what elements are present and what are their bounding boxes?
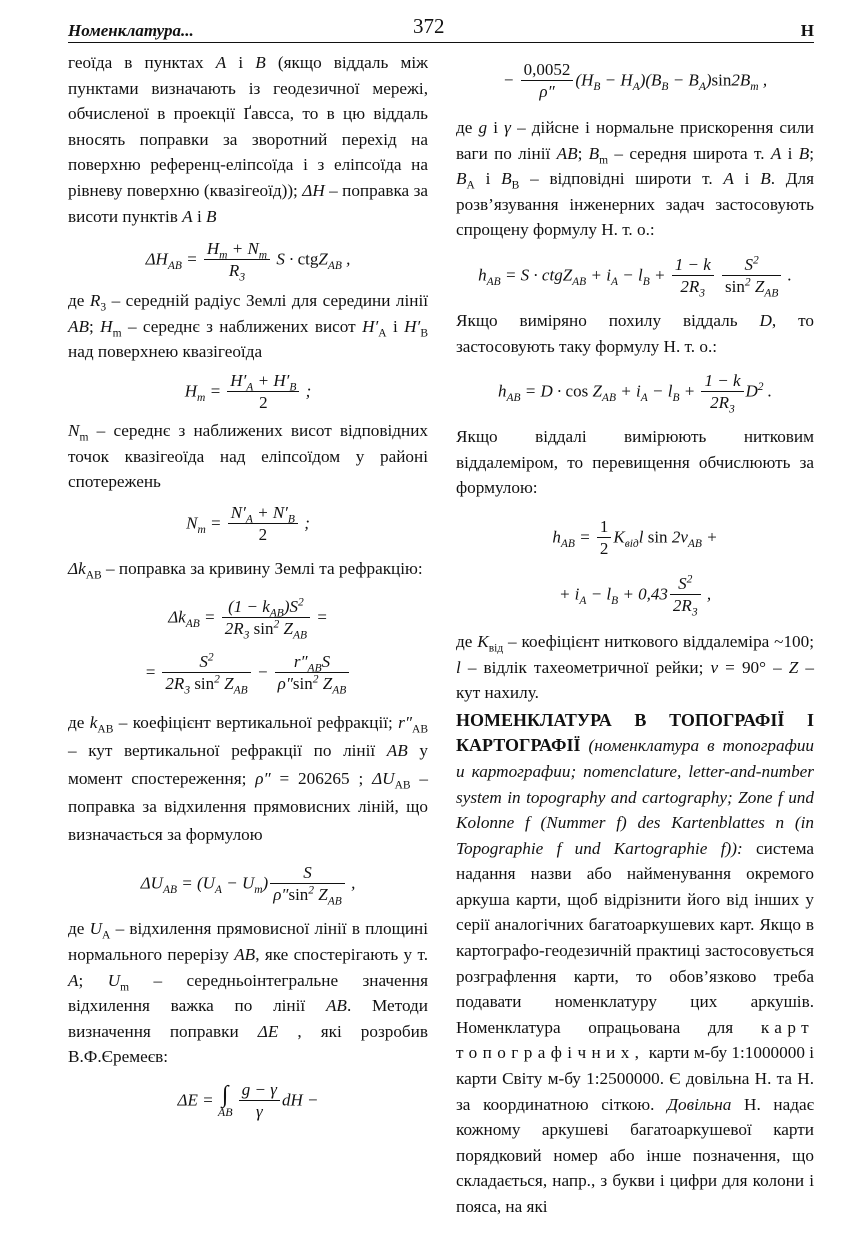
paragraph: Якщо виміряно похилу віддаль D, то застосовують таку формулу Н. т. о.:: [456, 310, 814, 356]
dictionary-entry: [456, 708, 814, 1220]
formula-h-ab-simplified: $h_{AB} = S$ · ctgZ$_{AB}$ + $i_A - l_B$ + $\frac{1 - k}{2R_3}$ $\frac{S^2}{\sin^2 Z_{AB}}$ .: [478, 254, 792, 300]
entry-term: НОМЕНКЛАТУРА В ТОПОГРАФІЇ І КАРТОГРАФІЇ: [456, 709, 814, 756]
entry-link-topographic-maps: карт топографічних,: [456, 1017, 815, 1063]
right-column: [456, 50, 814, 1220]
formula-nm: $N_m$ = $\frac{N'_A + N'_B}{2}$ ;: [186, 502, 310, 544]
formula-h-ab-rangefinder: $h_{AB}$ = $\frac{1}{2}$ $K_{від}l$ $\sin 2\nu_{AB}$ +: [552, 516, 718, 558]
paragraph: де $R_3$ – середній радіус Землі для середини лінії AB; $H_m$ – середнє з наближених висот $H'_A$ і $H'_B$ над поверхнею квазігеоїда: [68, 291, 428, 362]
formula-hm: $H_m$ = $\frac{H'_A + H'_B}{2}$ ;: [184, 370, 312, 412]
entry-definition-3: Н. надає кожному аркушеві багатоаркушевої карти порядковий номер або інше позначення, що складається, напр., з букви і цифри для колони і пояса, на які: [456, 1094, 815, 1216]
header-section-title: Номенклатура...: [68, 21, 194, 40]
formula-h-ab-rangefinder-2: + $i_A - l_B + 0,43$ $\frac{S^2}{2R_3}$ ,: [558, 573, 712, 619]
entry-definition: система надання назви або найменування окремого аркуша карти, щоб відрізнити його від інших у серії аналогічних багатоаркушевих карт. Якщо в картографо-геодезичній практиці застосовується розграфлення карти, то обов’язково треба подавати номенклатуру цих аркушів. Номенклатура опрацьована для: [456, 838, 814, 1037]
paragraph: $\Delta k_{AB}$ – поправка за кривину Землі та рефракцію:: [68, 558, 423, 582]
entry-translations: (номенклатура в топографии и картографии; nomenclature, letter-and-number system in topography and cartography; Zone f und Kolonne f (Nummer f) des Kartenblattes n (in Topographie f und Kartographie f)):: [456, 736, 815, 858]
formula-delta-k: $\Delta k_{AB}$ = $\frac{(1 - k_{AB})S^2}{2R_3 \sin^2 Z_{AB}}$ =: [168, 596, 328, 642]
page-number: 372: [413, 14, 445, 38]
formula-delta-e-cont: − $\frac{0,0052}{\rho''}$ $(H_B - H_A)(B_B - B_A)\sin 2B_m$ ,: [502, 60, 768, 101]
header-letter: Н: [800, 21, 814, 40]
formula-delta-k-2: = $\frac{S^2}{2R_3 \sin^2 Z_{AB}}$ − $\frac{r''_{AB}S}{\rho''\sin^2 Z_{AB}}$: [68, 652, 428, 695]
paragraph: де $U_A$ – відхилення прямовисної лінії в площині нормального перерізу AB, яке спостерігають у т. A; $U_m$ – середньоінтегральне значення відхилення важка по лінії AB. Методи визначення поправки ΔE , які розробив В.Ф.Єремеєв:: [68, 919, 429, 1067]
running-header: [68, 12, 814, 43]
formula-delta-h: $\Delta H_{AB}$ = $\frac{H_m + N_m}{R_3}$ S · ctgZ$_{AB}$ ,: [145, 239, 351, 284]
formula-h-ab-d: $h_{AB} = D \cdot \cos Z_{AB} + i_A - l_B$ + $\frac{1 - k}{2R_3}$ $D^2$ .: [497, 371, 773, 416]
paragraph: де $K_{від}$ – коефіцієнт ниткового віддалеміра ~100; l – відлік тахеометричної рейки; ν = 90° – Z – кут нахилу.: [456, 631, 814, 703]
formula-delta-e: ΔE = ∫ AB $\frac{g - \gamma}{\gamma}$ dH −: [177, 1079, 319, 1121]
paragraph: $N_m$ – середнє з наближених висот відповідних точок квазігеоїда над еліпсоїдом у районі спотережень: [68, 420, 428, 492]
paragraph: де $k_{AB}$ – коефіцієнт вертикальної рефракції; $r''_{AB}$ – кут вертикальної рефракції по лінії AB у момент спостереження; ρ″ = 206265 ; $\Delta U_{AB}$ – поправка за відхилення прямовисних ліній, що визначається за формулою: [68, 713, 429, 845]
entry-subterm-arbitrary: Довільна: [667, 1094, 732, 1114]
paragraph: геоїда в пунктах A і B (якщо віддаль між пунктами визначають із геодезичної мережі, обчисленої в проекції Ґавсса, то в цю віддаль вносять поправки за зворотний перехід на поверхню референц-еліпсоїда і з еліпсоїда на рівневу поверхню (квазігеоїд)); ΔH – поправка за висоти пунктів A і B: [68, 53, 428, 226]
left-column: [68, 50, 428, 1123]
formula-delta-u: $\Delta U_{AB} = (U_A - U_m)$ $\frac{S}{\rho''\sin^2 Z_{AB}}$ ,: [140, 863, 356, 908]
paragraph: Якщо віддалі вимірюють нитковим віддалеміром, то перевищення обчислюють за формулою:: [456, 427, 814, 498]
paragraph: де g і γ – дійсне і нормальне прискорення сили ваги по лінії AB; $B_m$ – середня широта т. A і B; $B_A$ і $B_B$ – відповідні широти т. A і B. Для розв’язування інженерних задач застосовують спрощену формулу Н. т. о.:: [456, 118, 815, 240]
entry-definition-2: карти м-бу 1:1000000 і карти Світу м-бу 1:2500000. Є довільна Н. та Н. за координатною сіткою.: [456, 1043, 814, 1114]
